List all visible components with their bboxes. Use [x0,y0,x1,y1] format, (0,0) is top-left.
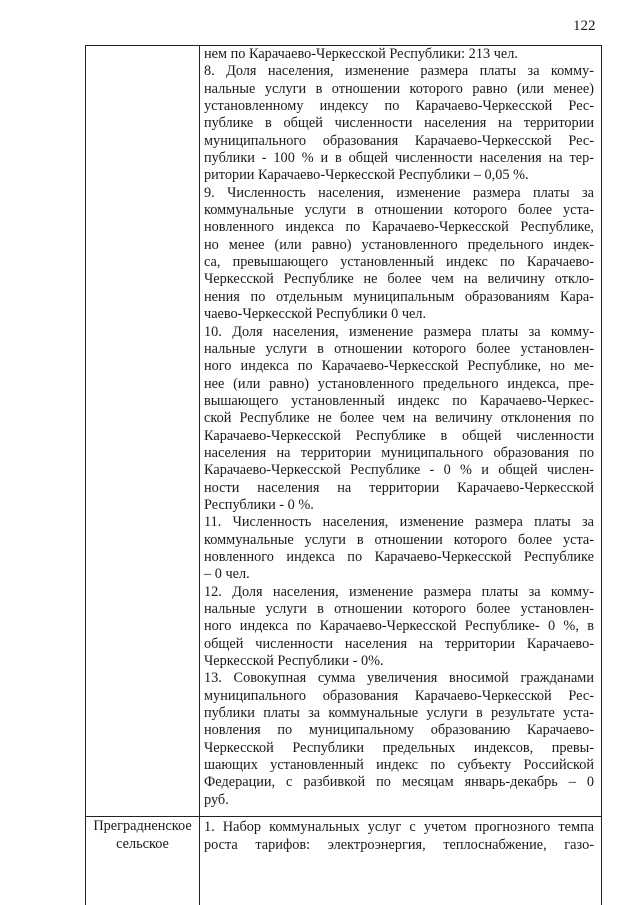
district-name-cell [86,818,199,853]
text-line: новления по муниципальному образованию Карачаево- [204,722,594,739]
text-line: публике в общей численности населения на территории [204,115,594,132]
text-line: нальные услуги в отношении которого равно (или менее) [204,80,594,97]
text-line: Карачаево-Черкесской Республике - 0 % и общей числен- [204,462,594,479]
document-table [85,45,602,905]
text-line: нальные услуги в отношении которого более установлен- [204,340,594,357]
text-line: но менее (или равно) установленного предельного индек- [204,236,594,253]
text-line: ской Республике не более чем на величину отклонения по [204,410,594,427]
text-line: – 0 чел. [204,566,250,583]
text-line: Республики - 0 %. [204,496,314,513]
district-name-line: Преградненское [93,818,192,834]
text-line: Черкесской Республики предельных индексов, превы- [204,739,594,756]
text-line: 12. Доля населения, изменение размера платы за комму- [204,583,594,600]
text-line: коммунальные услуги в отношении которого более уста- [204,531,594,548]
text-line: общей численности населения на территории Карачаево- [204,635,594,652]
text-line: новленного индекса по Карачаево-Черкесской Республике [204,548,594,565]
text-line: ности населения на территории Карачаево-Черкесской [204,479,594,496]
text-line: 9. Численность населения, изменение размера платы за [204,184,594,201]
text-line: 1. Набор коммунальных услуг с учетом прогнозного темпа [204,819,594,835]
text-line: Карачаево-Черкесской Республике в общей численности [204,427,594,444]
text-line: ритории Карачаево-Черкесской Республики – 0,05 %. [204,167,529,184]
text-line: 8. Доля населения, изменение размера платы за комму- [204,63,594,80]
text-line: 10. Доля населения, изменение размера платы за комму- [204,323,594,340]
text-line: населения на территории муниципального образования по [204,444,594,461]
text-line: коммунальные услуги в отношении которого более уста- [204,202,594,219]
text-line: Черкесской Республике не более чем на величину отклo- [204,271,594,288]
text-line: 13. Совокупная сумма увеличения вносимой гражданами [204,670,594,687]
text-line: чаево-Черкесской Республики 0 чел. [204,306,427,323]
indicators-cell [204,46,594,809]
text-line: муниципального образования Карачаево-Черкесской Рес- [204,687,594,704]
text-line: новленного индекса по Карачаево-Черкесской Республике, [204,219,594,236]
text-line: нем по Карачаево-Черкесской Республики: 213 чел. [204,46,518,62]
text-line: установленному индексу по Карачаево-Черкесской Рес- [204,98,594,115]
text-line: публики - 100 % и в общей численности населения на тер- [204,150,594,167]
text-line: роста тарифов: электроэнергия, теплоснабжение, газо- [204,836,594,853]
text-line: шающих установленный индекс по субъекту Российской [204,757,594,774]
text-line: нения по отдельным муниципальным образованиям Кара- [204,288,594,305]
text-line: ного индекса по Карачаево-Черкесской Республике, но ме- [204,358,594,375]
row-divider [86,816,601,817]
column-divider [199,45,200,905]
text-line: 11. Численность населения, изменение размера платы за [204,514,594,531]
indicators-cell-next [204,819,594,854]
page-number: 122 [573,18,596,34]
text-line: нее (или равно) установленного предельного индекса, пре- [204,375,594,392]
text-line: публики платы за коммунальные услуги в результате уста- [204,705,594,722]
text-line: руб. [204,791,229,808]
district-name-line: сельское [116,835,169,852]
text-line: нальные услуги в отношении которого более установлен- [204,601,594,617]
text-line: муниципального образования Карачаево-Черкесской Рес- [204,132,594,149]
text-line: Черкесской Республики - 0%. [204,653,384,670]
text-line: са, превышающего установленный индекс по Карачаево- [204,254,594,271]
text-line: Федерации, с разбивкой по месяцам январь-декабрь – 0 [204,774,594,791]
text-line: вышающего установленный индекс по Карачаево-Черкес- [204,392,594,409]
text-line: ного индекса по Карачаево-Черкесской Республике- 0 %, в [204,618,594,635]
